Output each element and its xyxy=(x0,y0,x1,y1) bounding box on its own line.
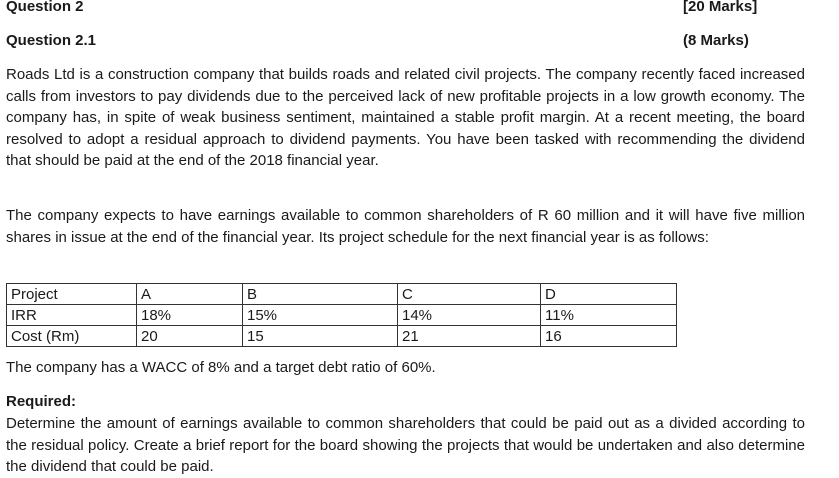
table-cell: 18% xyxy=(137,305,243,326)
table-row xyxy=(7,305,677,326)
table-cell: 16 xyxy=(541,326,677,347)
question-marks: [20 Marks] xyxy=(683,0,758,15)
table-cell: Cost (Rm) xyxy=(7,326,137,347)
table-cell: 21 xyxy=(398,326,541,347)
table-cell: 11% xyxy=(541,305,677,326)
wacc-statement: The company has a WACC of 8% and a target debt ratio of 60%. xyxy=(6,359,436,376)
subquestion-title: Question 2.1 xyxy=(6,32,97,49)
expectations-paragraph: The company expects to have earnings available to common shareholders of R 60 million and it will have five million shares in issue at the end of the financial year. Its project schedule for the next financial year is as follows: xyxy=(6,207,805,246)
required-heading: Required: xyxy=(6,393,77,410)
table-cell: B xyxy=(243,284,398,305)
table-row xyxy=(7,326,677,347)
table-cell: D xyxy=(541,284,677,305)
table-cell: 15 xyxy=(243,326,398,347)
table-cell: C xyxy=(398,284,541,305)
table-row xyxy=(7,284,677,305)
table-cell: 20 xyxy=(137,326,243,347)
table-cell: A xyxy=(137,284,243,305)
subquestion-marks: (8 Marks) xyxy=(683,32,749,49)
project-schedule-table xyxy=(6,283,677,347)
question-title: Question 2 xyxy=(6,0,84,15)
table-cell: 15% xyxy=(243,305,398,326)
table-cell: IRR xyxy=(7,305,137,326)
intro-paragraph: Roads Ltd is a construction company that builds roads and related civil projects. The company recently faced increased calls from investors to pay dividends due to the perceived lack of new profitable projects in a low growth economy. The company has, in spite of weak business sentiment, maintained a stable profit margin. At a recent meeting, the board resolved to adopt a residual approach to dividend payments. You have been tasked with recommending the dividend that should be paid at the end of the 2018 financial year. xyxy=(6,66,805,170)
table-cell: Project xyxy=(7,284,137,305)
table-cell: 14% xyxy=(398,305,541,326)
required-paragraph: Determine the amount of earnings available to common shareholders that could be paid out as a divided according to the residual policy. Create a brief report for the board showing the projects that would be undertaken and also determine the dividend that could be paid. xyxy=(6,415,805,476)
